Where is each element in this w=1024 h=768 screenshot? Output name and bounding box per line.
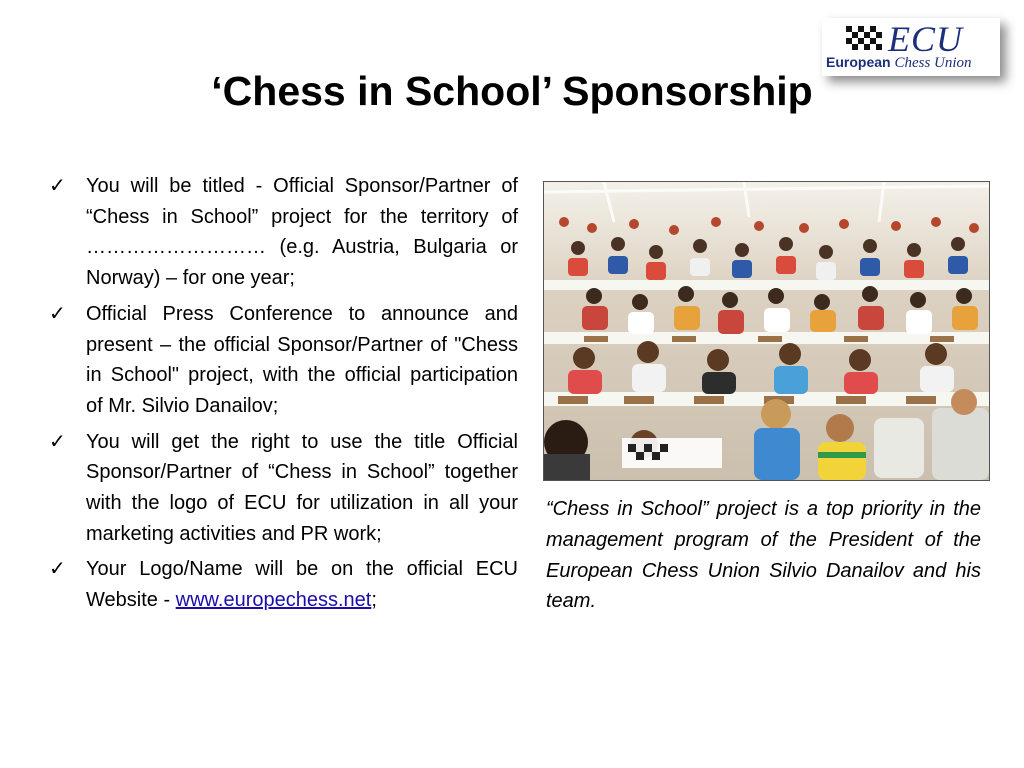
checkmark-icon: ✓ — [49, 302, 66, 325]
bullet-text: Your Logo/Name will be on the official ECU Website - — [86, 558, 518, 612]
photo-illustration — [544, 182, 989, 480]
logo-ecu-text: ECU — [888, 19, 963, 59]
checkmark-icon: ✓ — [49, 558, 66, 581]
logo-name-bold: European — [826, 54, 891, 70]
logo-name-italic: Chess Union — [894, 55, 972, 71]
bullet-text: You will be titled - Official Sponsor/Partner of “Chess in School” project for the territory of ……………………… (e.g. Austria, Bulgaria or Norway) – for one year; — [86, 175, 518, 290]
checkmark-icon: ✓ — [49, 430, 66, 453]
bullet-text: Official Press Conference to announce and present – the official Sponsor/Partner of "Chess in School" project, with the official participation of Mr. Silvio Danailov; — [86, 302, 518, 417]
logo-name — [826, 54, 972, 72]
bullet-item — [44, 554, 518, 615]
bullet-item — [44, 299, 518, 422]
chess-tournament-photo — [543, 181, 990, 481]
checkmark-icon: ✓ — [49, 175, 66, 197]
bullet-text-end: ; — [371, 589, 377, 612]
ecu-website-link[interactable]: www.europechess.net — [175, 589, 372, 612]
checkerboard-icon — [846, 26, 886, 52]
bullet-text: You will get the right to use the title Official Sponsor/Partner of “Chess in School” together with the logo of ECU for utilization in all your marketing activities and PR work; — [86, 430, 518, 545]
slide-title: ‘Chess in School’ Sponsorship — [211, 68, 813, 114]
photo-caption: “Chess in School” project is a top priority in the management program of the President of the European Chess Union Silvio Danailov and his team. — [546, 498, 981, 613]
bullet-item — [44, 427, 518, 550]
bullet-item — [44, 171, 518, 294]
bullet-list — [44, 171, 518, 621]
ecu-logo — [822, 18, 1000, 76]
